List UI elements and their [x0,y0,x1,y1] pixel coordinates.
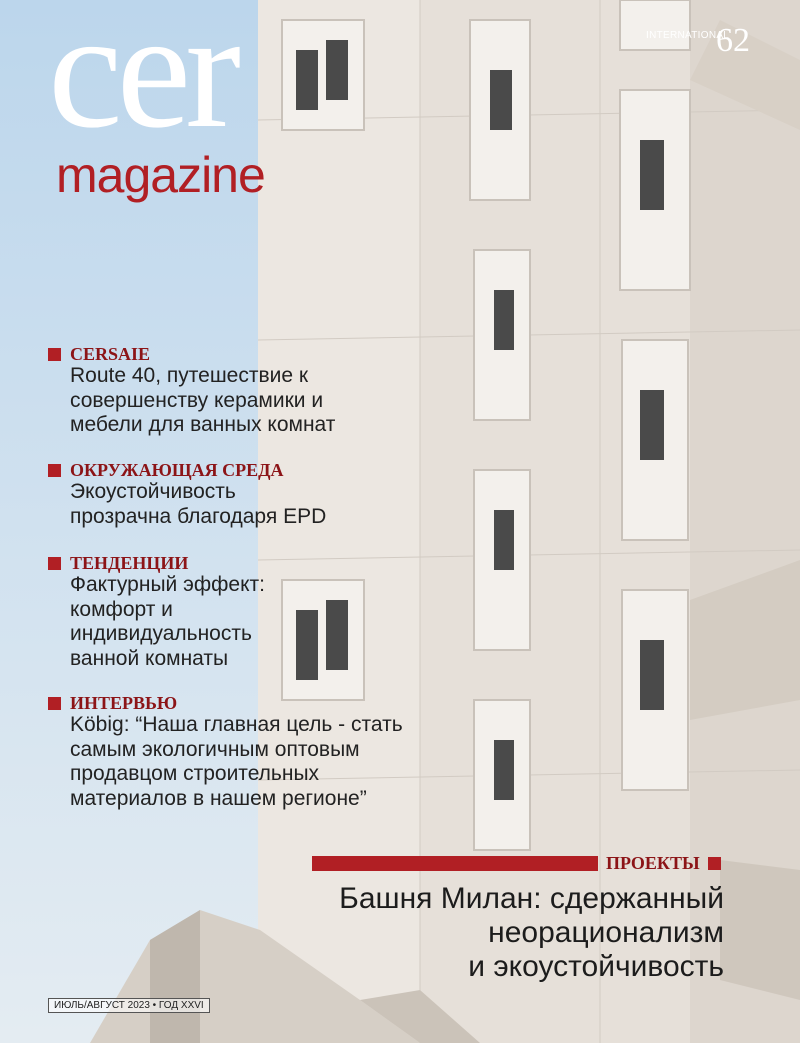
article-title-line: совершенству керамики и [70,388,324,412]
article-cersaie [48,344,378,438]
logo-cer: cer [48,0,236,163]
article-kicker: CERSAIE [70,344,151,364]
bullet-square-icon [48,464,61,477]
article-title-line: индивидуальность [70,622,252,645]
article-title-line: материалов в нашем регионе” [70,786,367,810]
issue-number: 62 [716,22,750,59]
article-title-line: Фактурный эффект: [70,573,265,596]
article-title-line: продавцом строительных [70,762,320,785]
article-title-line: ванной комнаты [70,646,229,670]
feature-title-line: и экоустойчивость [468,950,724,983]
article-title-line: Экоустойчивость [70,480,236,503]
article-kicker: ОКРУЖАЮЩАЯ СРЕДА [70,460,284,480]
feature-rule [312,856,598,871]
article-kicker: ИНТЕРВЬЮ [70,693,178,713]
bullet-square-icon [708,857,721,870]
feature-kicker: ПРОЕКТЫ [606,853,700,873]
edition-label: INTERNATIONAL [646,30,730,41]
article-title-line: комфорт и [70,597,173,621]
bullet-square-icon [48,557,61,570]
article-environment [48,460,378,529]
article-interview [48,693,408,811]
article-title-line: самым экологичным оптовым [70,737,360,761]
article-kicker: ТЕНДЕНЦИИ [70,553,189,573]
bullet-square-icon [48,697,61,710]
article-title-line: мебели для ванных комнат [70,413,336,436]
article-trends [48,553,378,671]
bullet-square-icon [48,348,61,361]
feature-title [264,882,724,984]
feature-title-line: Башня Милан: сдержанный [339,882,724,915]
article-title-line: Köbig: “Наша главная цель - стать [70,713,403,736]
logo-magazine: magazine [56,147,265,203]
article-title-line: прозрачна благодаря EPD [70,504,327,528]
issue-date: ИЮЛЬ/АВГУСТ 2023 • ГОД XXVI [48,998,210,1013]
article-title-line: Route 40, путешествие к [70,364,309,387]
feature-title-line: неорационализм [488,916,724,949]
